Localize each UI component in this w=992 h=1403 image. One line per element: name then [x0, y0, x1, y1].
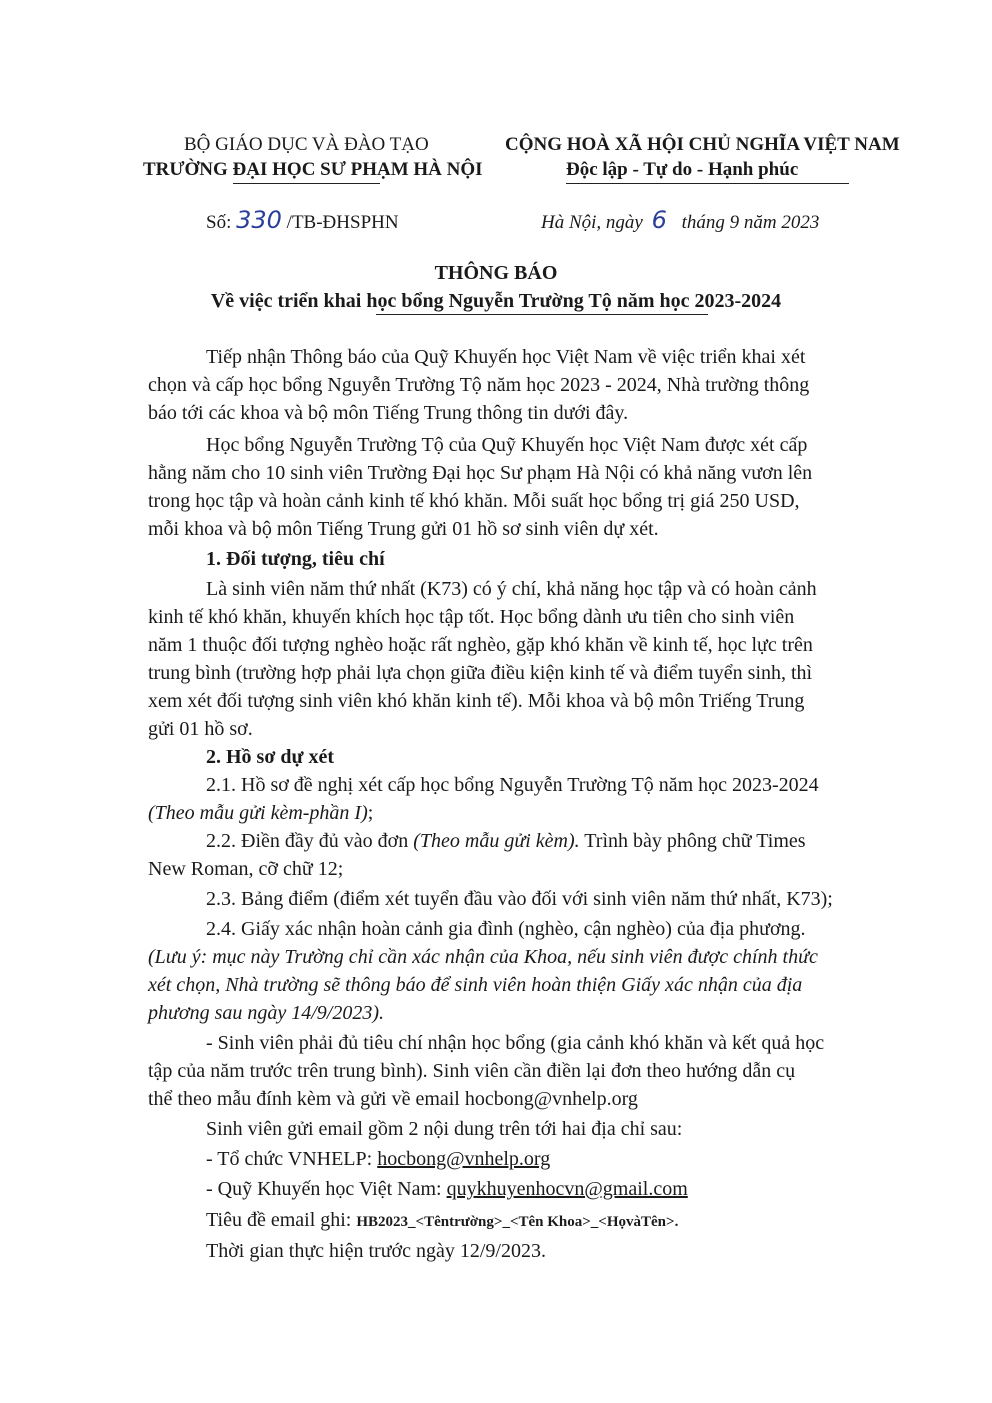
- p1-line-1: Tiếp nhận Thông báo của Quỹ Khuyến học Việt Nam về việc triển khai xét: [206, 346, 806, 368]
- date-prefix: Hà Nội, ngày: [541, 212, 643, 233]
- handwritten-number: 330: [236, 206, 282, 234]
- document-subject: Về việc triển khai học bổng Nguyễn Trường Tộ năm học 2023-2024: [210, 290, 782, 312]
- s1-line-6: gửi 01 hồ sơ.: [148, 718, 253, 740]
- university-underline: [233, 183, 380, 184]
- send-intro: Sinh viên gửi email gồm 2 nội dung trên tới hai địa chỉ sau:: [206, 1118, 683, 1140]
- address-vnhelp: [206, 1147, 550, 1171]
- p2-line-3: trong học tập và hoàn cảnh kinh tế khó khăn. Mỗi suất học bổng trị giá 250 USD,: [148, 490, 800, 512]
- item-2-1-note: (Theo mẫu gửi kèm-phần I): [148, 802, 368, 824]
- item-2-2-text: 2.2. Điền đầy đủ vào đơn: [206, 830, 414, 852]
- address-vnhelp-label: - Tổ chức VNHELP:: [206, 1148, 378, 1170]
- address-quy-label: - Quỹ Khuyến học Việt Nam:: [206, 1178, 447, 1200]
- number-prefix: Số:: [206, 212, 232, 233]
- item-2-2-line-1: [206, 829, 806, 853]
- document-title: THÔNG BÁO: [434, 262, 558, 284]
- deadline: Thời gian thực hiện trước ngày 12/9/2023.: [206, 1240, 546, 1262]
- item-2-2-line-2: New Roman, cỡ chữ 12;: [148, 858, 344, 880]
- requirement-line-3: thể theo mẫu đính kèm và gửi về email hocbong@vnhelp.org: [148, 1088, 638, 1110]
- address-quy: [206, 1177, 688, 1201]
- national-motto: Độc lập - Tự do - Hạnh phúc: [566, 159, 799, 180]
- item-2-2-font: Trình bày phông chữ Times: [579, 830, 806, 852]
- section-1-heading: 1. Đối tượng, tiêu chí: [206, 548, 385, 570]
- document-number: [206, 208, 399, 235]
- note-line-1: (Lưu ý: mục này Trường chỉ cần xác nhận của Khoa, nếu sinh viên được chính thức: [148, 946, 818, 968]
- s1-line-2: kinh tế khó khăn, khuyến khích học tập tốt. Học bổng dành ưu tiên cho sinh viên: [148, 606, 795, 628]
- s1-line-3: năm 1 thuộc đối tượng nghèo hoặc rất nghèo, gặp khó khăn về kinh tế, học lực trên: [148, 634, 813, 656]
- requirement-line-2: tập của năm trước trên trung bình). Sinh viên cần điền lại đơn theo hướng dẫn cụ: [148, 1060, 796, 1082]
- republic-name: CỘNG HOÀ XÃ HỘI CHỦ NGHĨA VIỆT NAM: [505, 134, 900, 155]
- subject-underline: [376, 314, 708, 315]
- s1-line-5: xem xét đối tượng sinh viên khó khăn kinh tế). Mỗi khoa và bộ môn Triếng Trung: [148, 690, 805, 712]
- item-2-4: 2.4. Giấy xác nhận hoàn cảnh gia đình (nghèo, cận nghèo) của địa phương.: [206, 918, 806, 940]
- item-2-1-end: ;: [367, 802, 374, 824]
- note-line-2: xét chọn, Nhà trường sẽ thông báo để sinh viên hoàn thiện Giấy xác nhận của địa: [148, 974, 803, 996]
- item-2-2-note: (Theo mẫu gửi kèm).: [413, 830, 580, 852]
- motto-underline: [566, 183, 849, 184]
- document-date: [541, 208, 819, 235]
- email-subject-instruction: [206, 1208, 678, 1234]
- ministry-name: BỘ GIÁO DỤC VÀ ĐÀO TẠO: [184, 134, 429, 155]
- p1-line-2: chọn và cấp học bổng Nguyễn Trường Tộ năm học 2023 - 2024, Nhà trường thông: [148, 374, 810, 396]
- item-2-1-line-1: 2.1. Hồ sơ đề nghị xét cấp học bổng Nguyễn Trường Tộ năm học 2023-2024: [206, 774, 819, 796]
- p1-line-3: báo tới các khoa và bộ môn Tiếng Trung thông tin dưới đây.: [148, 402, 629, 424]
- section-2-heading: 2. Hồ sơ dự xét: [206, 746, 335, 768]
- item-2-3: 2.3. Bảng điểm (điểm xét tuyển đầu vào đối với sinh viên năm thứ nhất, K73);: [206, 888, 833, 910]
- s1-line-4: trung bình (trường hợp phải lựa chọn giữa điều kiện kinh tế và điểm tuyển sinh, thì: [148, 662, 813, 684]
- handwritten-day: 6: [651, 206, 667, 234]
- quy-email-link[interactable]: quykhuyenhocvn@gmail.com: [446, 1178, 688, 1200]
- email-subject-label: Tiêu đề email ghi:: [206, 1209, 357, 1231]
- number-suffix: /TB-ĐHSPHN: [286, 212, 399, 233]
- university-name: TRƯỜNG ĐẠI HỌC SƯ PHẠM HÀ NỘI: [143, 159, 483, 180]
- item-2-1-line-2: [148, 801, 373, 825]
- p2-line-4: mỗi khoa và bộ môn Tiếng Trung gửi 01 hồ sơ sinh viên dự xét.: [148, 518, 659, 540]
- email-subject-format: HB2023_<Têntrường>_<Tên Khoa>_<HọvàTên>.: [356, 1214, 679, 1230]
- s1-line-1: Là sinh viên năm thứ nhất (K73) có ý chí, khả năng học tập và có hoàn cảnh: [206, 578, 817, 600]
- requirement-line-1: - Sinh viên phải đủ tiêu chí nhận học bổng (gia cảnh khó khăn và kết quả học: [206, 1032, 825, 1054]
- p2-line-1: Học bổng Nguyễn Trường Tộ của Quỹ Khuyến học Việt Nam được xét cấp: [206, 434, 808, 456]
- p2-line-2: hằng năm cho 10 sinh viên Trường Đại học Sư phạm Hà Nội có khả năng vươn lên: [148, 462, 813, 484]
- note-line-3: phương sau ngày 14/9/2023).: [148, 1002, 385, 1024]
- date-suffix: tháng 9 năm 2023: [681, 212, 820, 233]
- vnhelp-email-link[interactable]: hocbong@vnhelp.org: [377, 1148, 551, 1170]
